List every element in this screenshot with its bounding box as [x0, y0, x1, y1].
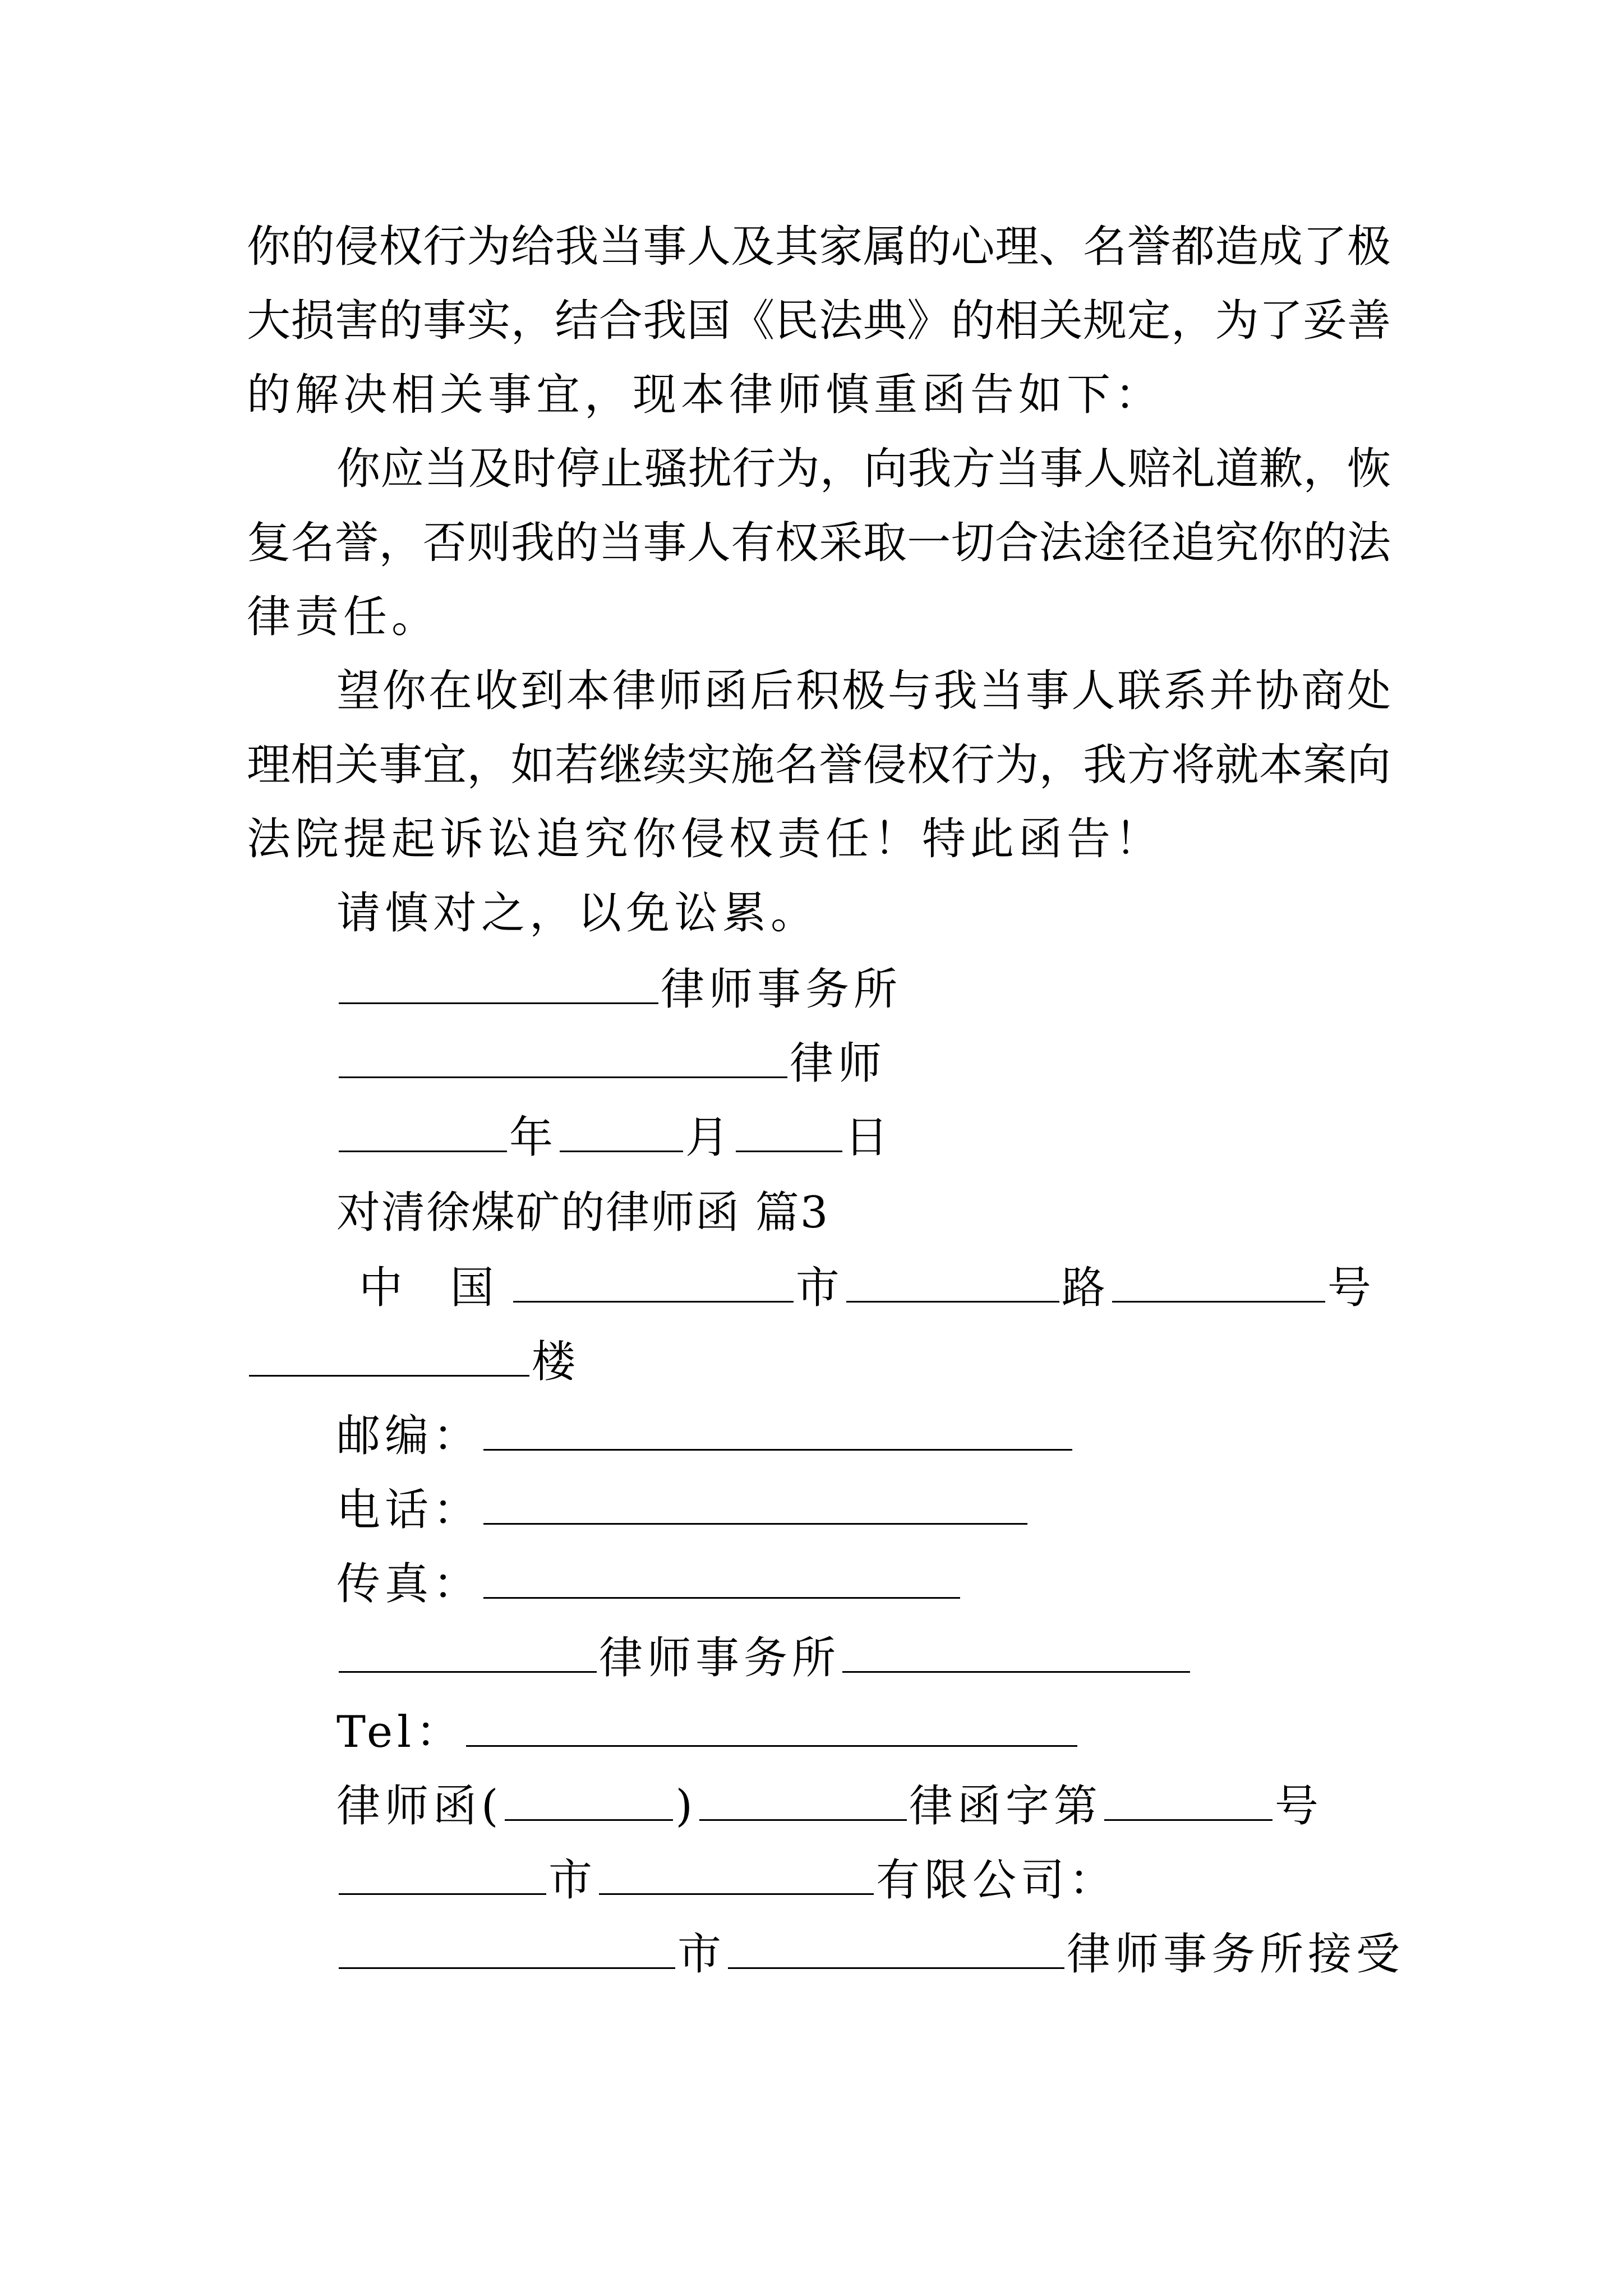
city-label: 市: [795, 1263, 844, 1313]
fill-blank: [339, 1111, 507, 1152]
signature-lawyer: [336, 1036, 1481, 1092]
accept-line: [336, 1926, 1481, 1982]
day-label: 日: [845, 1112, 893, 1163]
fill-blank: [699, 1780, 907, 1821]
tel-line: [336, 1704, 1481, 1760]
paragraph-line: 望你在收到本律师函后积极与我当事人联系并协商处: [336, 666, 1391, 716]
fill-blank: [842, 1632, 1190, 1673]
fill-blank: [483, 1410, 1072, 1451]
fill-blank: [339, 1632, 597, 1673]
fill-blank: [1112, 1262, 1325, 1303]
fill-blank: [560, 1111, 683, 1152]
address-line: [359, 1260, 1391, 1316]
firm-label: 律师事务所: [599, 1633, 841, 1683]
phone-label: 电话：: [336, 1485, 482, 1535]
fill-blank: [483, 1484, 1027, 1525]
fill-blank: [339, 1928, 675, 1969]
accept-label: 律师事务所接受: [1067, 1929, 1405, 1980]
fill-blank: [339, 1854, 546, 1895]
letter-title: 律师函(: [336, 1781, 503, 1832]
country-label: 中 国: [359, 1263, 511, 1313]
paragraph-line: 法院提起诉讼追究你侵权责任！特此函告！: [247, 814, 1164, 864]
fill-blank: [599, 1854, 874, 1895]
fill-blank: [505, 1780, 673, 1821]
company-line: [336, 1852, 1481, 1908]
section-title: 对清徐煤矿的律师函 篇3: [336, 1188, 829, 1238]
paragraph-line: 你应当及时停止骚扰行为，向我方当事人赔礼道歉，恢: [336, 444, 1391, 494]
year-label: 年: [509, 1112, 558, 1163]
postcode-line: [336, 1408, 1481, 1464]
city-label: 市: [677, 1929, 726, 1980]
month-label: 月: [685, 1112, 734, 1163]
address-building: [247, 1334, 1391, 1390]
city-label: 市: [548, 1855, 597, 1906]
paragraph-line: 律责任。: [247, 592, 440, 642]
fill-blank: [483, 1558, 960, 1599]
paragraph-line: 大损害的事实，结合我国《民法典》的相关规定，为了妥善: [247, 296, 1391, 346]
paragraph-line: 复名誉，否则我的当事人有权采取一切合法途径追究你的法: [247, 518, 1391, 568]
no-label: 号: [1274, 1781, 1323, 1832]
letter-ref-line: [336, 1778, 1481, 1834]
fill-blank: [846, 1262, 1059, 1303]
postcode-label: 邮编：: [336, 1411, 482, 1461]
road-label: 路: [1061, 1263, 1110, 1313]
fill-blank: [339, 963, 658, 1004]
close-paren: ): [675, 1781, 697, 1832]
tel-label: Tel：: [336, 1707, 464, 1757]
closing-line: 请慎对之，以免讼累。: [336, 888, 819, 938]
signature-firm: [336, 961, 1481, 1018]
phone-line: [336, 1482, 1481, 1538]
fax-line: [336, 1556, 1481, 1612]
building-label: 楼: [532, 1337, 580, 1387]
lawyer-label: 律师: [790, 1038, 887, 1089]
paragraph-line: 的解决相关事宜，现本律师慎重函告如下：: [247, 370, 1164, 420]
fill-blank: [339, 1037, 787, 1078]
firm-label: 律师事务所: [661, 964, 902, 1015]
ref-label: 律函字第: [909, 1781, 1102, 1832]
fill-blank: [513, 1262, 794, 1303]
fax-label: 传真：: [336, 1559, 482, 1609]
company-label: 有限公司：: [876, 1855, 1118, 1906]
firm-line: [336, 1630, 1481, 1686]
fill-blank: [249, 1336, 529, 1377]
signature-date: [336, 1110, 1481, 1166]
number-label: 号: [1327, 1263, 1376, 1313]
fill-blank: [728, 1928, 1064, 1969]
fill-blank: [466, 1706, 1077, 1747]
paragraph-line: 理相关事宜，如若继续实施名誉侵权行为，我方将就本案向: [247, 740, 1391, 790]
paragraph-line: 你的侵权行为给我当事人及其家属的心理、名誉都造成了极: [247, 222, 1391, 272]
fill-blank: [736, 1111, 842, 1152]
fill-blank: [1104, 1780, 1272, 1821]
